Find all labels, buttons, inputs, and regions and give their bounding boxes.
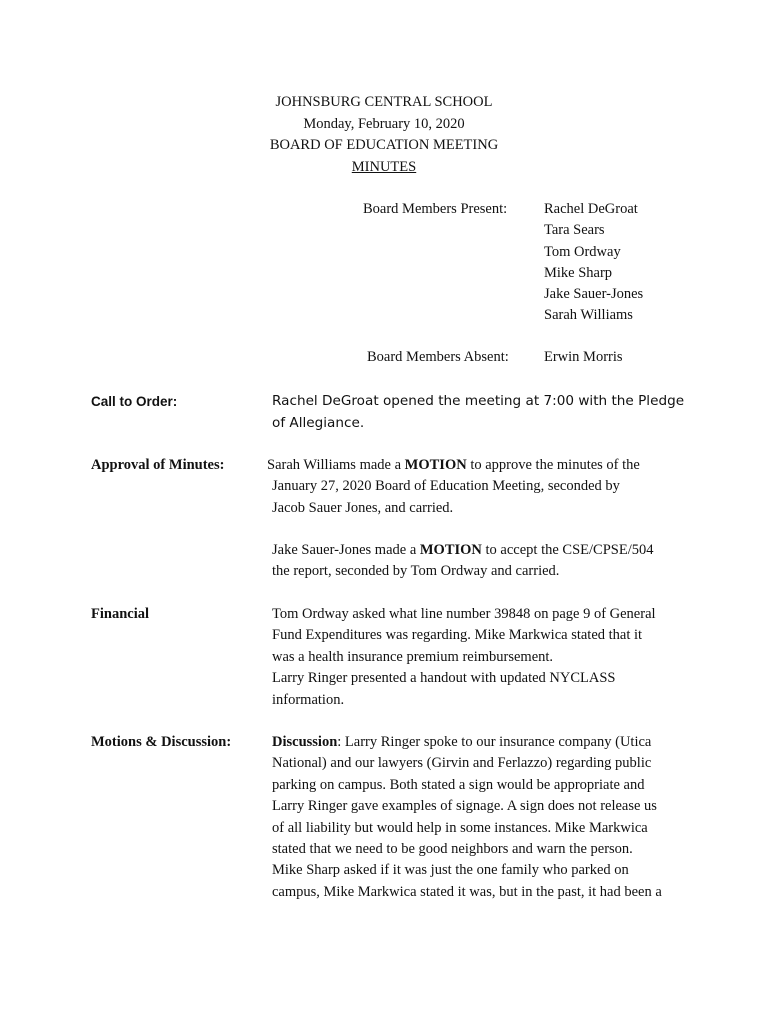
text-line: of Allegiance. — [272, 414, 365, 431]
call-to-order-text — [272, 391, 692, 434]
text-line — [272, 540, 692, 561]
call-to-order-label: Call to Order: — [91, 394, 178, 409]
school-name: JOHNSBURG CENTRAL SCHOOL — [275, 94, 493, 110]
document-type: MINUTES — [351, 158, 417, 175]
text-line: Larry Ringer presented a handout with updated NYCLASS — [272, 670, 616, 687]
financial-label: Financial — [91, 606, 150, 622]
approval-cse-text — [272, 540, 692, 583]
financial-text — [272, 604, 692, 711]
document-header — [200, 92, 568, 178]
text-line: Jacob Sauer Jones, and carried. — [272, 499, 454, 516]
member-name: Erwin Morris — [544, 349, 623, 365]
meeting-title: BOARD OF EDUCATION MEETING — [269, 137, 499, 153]
text-line: Tom Ordway asked what line number 39848 on page 9 of General — [272, 606, 656, 622]
text-span: to accept the CSE/CPSE/504 — [481, 542, 654, 558]
members-present-label: Board Members Present: — [363, 201, 508, 217]
text-line: parking on campus. Both stated a sign would be appropriate and — [272, 776, 645, 793]
text-line: January 27, 2020 Board of Education Meeting, seconded by — [272, 478, 620, 495]
text-line — [272, 732, 692, 753]
text-line: National) and our lawyers (Girvin and Ferlazzo) regarding public — [272, 755, 652, 772]
meeting-date: Monday, February 10, 2020 — [303, 115, 465, 132]
member-name: Mike Sharp — [544, 264, 613, 281]
text-line: Fund Expenditures was regarding. Mike Markwica stated that it — [272, 627, 643, 644]
text-line: Rachel DeGroat opened the meeting at 7:00 with the Pledge — [272, 393, 685, 409]
member-name: Rachel DeGroat — [544, 201, 638, 217]
text-line: stated that we need to be good neighbors and warn the person. — [272, 841, 633, 858]
text-line — [267, 455, 687, 476]
motions-discussion-label: Motions & Discussion: — [91, 734, 232, 750]
member-name: Tara Sears — [544, 222, 605, 239]
member-name: Jake Sauer-Jones — [544, 286, 644, 303]
text-span: : Larry Ringer spoke to our insurance company (Utica — [337, 734, 652, 750]
text-span: Sarah Williams made a — [267, 457, 405, 473]
text-line: the report, seconded by Tom Ordway and carried. — [272, 563, 560, 580]
approval-of-minutes-label: Approval of Minutes: — [91, 457, 225, 473]
text-line: was a health insurance premium reimbursement. — [272, 648, 554, 665]
text-span: to approve the minutes of the — [466, 457, 640, 473]
member-name: Tom Ordway — [544, 243, 621, 260]
text-line: Mike Sharp asked if it was just the one family who parked on — [272, 862, 629, 879]
members-absent-label: Board Members Absent: — [367, 349, 509, 365]
motions-discussion-text — [272, 732, 692, 903]
approval-of-minutes-text — [267, 455, 687, 519]
text-line: campus, Mike Markwica stated it was, but in the past, it had been a — [272, 883, 662, 900]
members-present-list — [544, 199, 643, 327]
motion-keyword: MOTION — [419, 542, 482, 558]
discussion-keyword: Discussion — [272, 734, 338, 750]
member-name: Sarah Williams — [544, 307, 633, 324]
motion-keyword: MOTION — [404, 457, 467, 473]
text-span: Jake Sauer-Jones made a — [272, 542, 420, 558]
text-line: Larry Ringer gave examples of signage. A sign does not release us — [272, 798, 657, 815]
text-line: of all liability but would help in some instances. Mike Markwica — [272, 819, 648, 836]
text-line: information. — [272, 691, 345, 708]
